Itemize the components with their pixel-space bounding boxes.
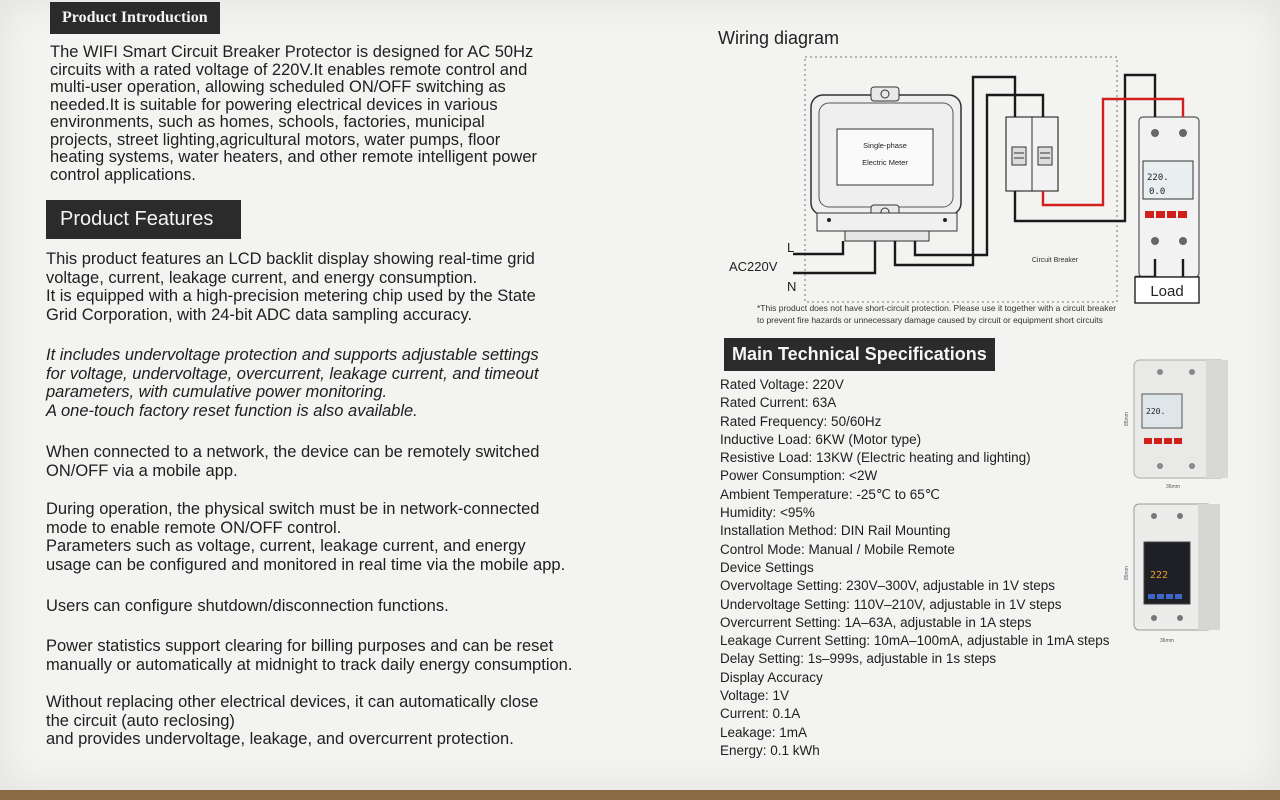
smart-breaker-device (1139, 117, 1199, 277)
short-circuit-warning-note (757, 302, 1177, 326)
wiring-diagram-title: Wiring diagram (718, 28, 840, 48)
electric-meter (811, 87, 961, 241)
intro-line: multi-user operation, allowing scheduled ON/OFF switching as (50, 78, 506, 96)
intro-line: heating systems, water heaters, and other remote intelligent power (50, 148, 538, 166)
spec-line: Rated Current: 63A (720, 395, 837, 411)
product-features-heading: Product Features (46, 200, 241, 239)
features-paragraph (46, 443, 646, 480)
spec-line: Device Settings (720, 559, 814, 575)
features-line: It includes undervoltage protection and supports adjustable settings (46, 346, 539, 364)
features-line: parameters, with cumulative power monitoring. (46, 383, 388, 401)
features-line: and provides undervoltage, leakage, and overcurrent protection. (46, 730, 514, 748)
features-line: manually or automatically at midnight to track daily energy consumption. (46, 655, 573, 674)
features-line: ON/OFF via a mobile app. (46, 461, 238, 480)
product-introduction-text (50, 44, 650, 184)
features-paragraph (46, 637, 646, 674)
circuit-breaker (1006, 117, 1079, 264)
features-line: usage can be configured and monitored in real time via the mobile app. (46, 555, 566, 574)
specifications-list (720, 376, 1170, 760)
ac-source-label: AC220V (729, 259, 778, 274)
features-paragraph (46, 597, 646, 616)
features-line: A one-touch factory reset function is also available. (46, 401, 418, 420)
breaker-label: Circuit Breaker (1031, 257, 1079, 264)
spec-line: Delay Setting: 1s–999s, adjustable in 1s steps (720, 651, 997, 667)
spec-line: Overcurrent Setting: 1A–63A, adjustable in 1A steps (720, 614, 1032, 630)
intro-line: The WIFI Smart Circuit Breaker Protector is designed for AC 50Hz (50, 43, 534, 61)
features-line: Power statistics support clearing for billing purposes and can be reset (46, 637, 554, 655)
features-line: mode to enable remote ON/OFF control. (46, 518, 342, 537)
spec-line: Resistive Load: 13KW (Electric heating and lighting) (720, 450, 1031, 466)
spec-line: Rated Voltage: 220V (720, 377, 844, 392)
product-introduction-heading: Product Introduction (50, 2, 220, 34)
spec-line: Leakage: 1mA (720, 724, 808, 740)
spec-line: Energy: 0.1 kWh (720, 742, 820, 758)
device-photo-dimensions (1120, 500, 1230, 648)
intro-line: environments, such as homes, schools, factories, municipal (50, 113, 485, 131)
spec-line: Inductive Load: 6KW (Motor type) (720, 431, 922, 447)
features-line: the circuit (auto reclosing) (46, 711, 235, 730)
features-line: Without replacing other electrical devices, it can automatically close (46, 693, 539, 711)
live-terminal-label: L (787, 240, 795, 255)
spec-line: Rated Frequency: 50/60Hz (720, 413, 882, 429)
features-line: Parameters such as voltage, current, leakage current, and energy (46, 537, 526, 555)
spec-line: Leakage Current Setting: 10mA–100mA, adjustable in 1mA steps (720, 633, 1110, 649)
device-display-voltage: 220. (1147, 173, 1169, 183)
spec-line: Control Mode: Manual / Mobile Remote (720, 541, 955, 557)
meter-label: Electric Meter (862, 158, 908, 167)
intro-line: circuits with a rated voltage of 220V.It enables remote control and (50, 60, 528, 79)
features-line: for voltage, undervoltage, overcurrent, leakage current, and timeout (46, 364, 539, 383)
intro-line: control applications. (50, 165, 196, 184)
photo-display-value: 220. (1146, 407, 1166, 416)
spec-line: Installation Method: DIN Rail Mounting (720, 523, 951, 539)
spec-line: Ambient Temperature: -25℃ to 65℃ (720, 486, 940, 502)
features-paragraph (46, 250, 646, 324)
features-line: Users can configure shutdown/disconnection functions. (46, 597, 449, 615)
features-line: When connected to a network, the device can be remotely switched (46, 443, 540, 461)
main-technical-specifications-heading: Main Technical Specifications (724, 338, 995, 371)
features-line: During operation, the physical switch must be in network-connected (46, 500, 540, 518)
features-line: This product features an LCD backlit display showing real-time grid (46, 250, 535, 268)
intro-line: needed.It is suitable for powering electrical devices in various (50, 95, 498, 114)
spec-line: Display Accuracy (720, 669, 823, 685)
spec-line: Voltage: 1V (720, 688, 790, 704)
spec-line: Current: 0.1A (720, 706, 801, 722)
warning-line: *This product does not have short-circuit protection. Please use it together with a circuit breaker (757, 303, 1117, 313)
warning-line: to prevent fire hazards or unnecessary damage caused by circuit or equipment short circuits (757, 315, 1103, 325)
spec-line: Power Consumption: <2W (720, 468, 878, 484)
photo-display-value: 222 (1150, 570, 1169, 581)
wiring-diagram (725, 55, 1215, 305)
photo-width-dimension: 36mm (1160, 638, 1174, 644)
photo-width-dimension: 36mm (1166, 484, 1180, 490)
meter-label: Single-phase (863, 141, 907, 150)
neutral-terminal-label: N (787, 279, 797, 294)
photo-height-dimension: 85mm (1124, 566, 1130, 580)
spec-line: Overvoltage Setting: 230V–300V, adjustable in 1V steps (720, 578, 1055, 594)
features-paragraph (46, 500, 646, 574)
spec-line: Humidity: <95% (720, 505, 815, 521)
features-paragraph (46, 693, 646, 749)
device-display-current: 0.0 (1149, 187, 1166, 197)
features-line: Grid Corporation, with 24-bit ADC data sampling accuracy. (46, 305, 473, 324)
device-photo-front (1122, 356, 1242, 492)
intro-line: projects, street lighting,agricultural motors, water pumps, floor (50, 130, 501, 149)
spec-line: Undervoltage Setting: 110V–210V, adjustable in 1V steps (720, 596, 1062, 612)
features-line: It is equipped with a high-precision metering chip used by the State (46, 287, 536, 305)
features-paragraph (46, 346, 646, 420)
photo-height-dimension: 85mm (1124, 412, 1130, 426)
load-label: Load (1150, 283, 1184, 300)
features-line: voltage, current, leakage current, and energy consumption. (46, 268, 478, 287)
